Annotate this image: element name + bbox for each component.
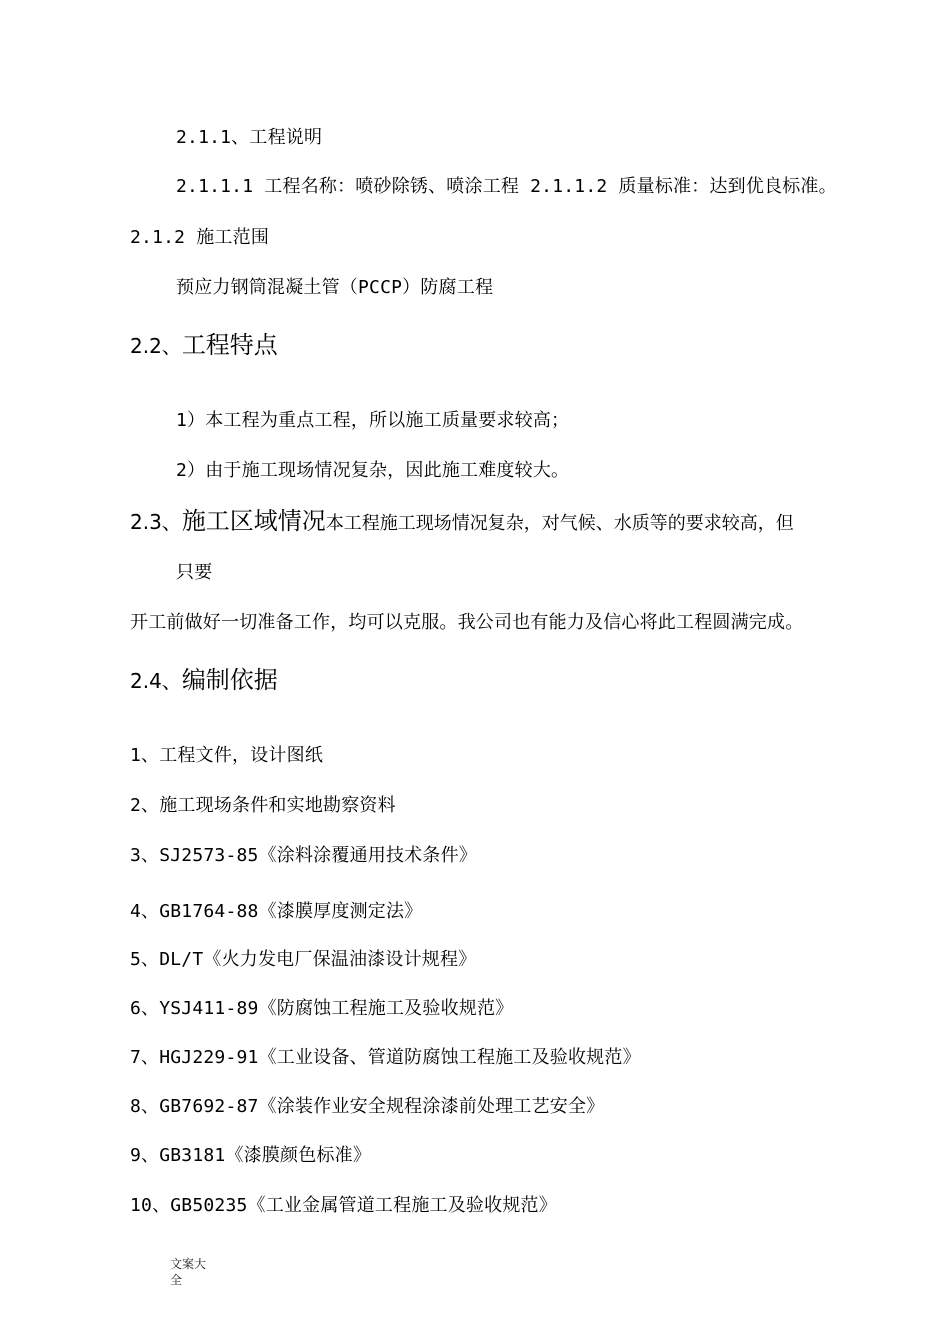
heading-2-3 [130,506,794,539]
scope-line: 预应力钢筒混凝土管（PCCP）防腐工程 [176,277,494,298]
basis-item-3: 3、SJ2573-85《涂料涂覆通用技术条件》 [130,845,477,866]
basis-item-10: 10、GB50235《工业金属管道工程施工及验收规范》 [130,1195,557,1216]
feature-item-1: 1）本工程为重点工程，所以施工质量要求较高； [176,410,570,431]
project-name-quality-line: 2.1.1.1 工程名称：喷砂除锈、喷涂工程 2.1.1.2 质量标准：达到优良标准。 [176,176,837,197]
heading-2-1-1: 2.1.1、工程说明 [176,127,323,148]
site-text-line-2: 只要 [176,562,213,583]
heading-2-4-title: 编制依据 [181,666,278,694]
basis-item-4: 4、GB1764-88《漆膜厚度测定法》 [130,901,423,922]
basis-item-2: 2、施工现场条件和实地勘察资料 [130,795,396,816]
site-text-line-3: 开工前做好一切准备工作，均可以克服。我公司也有能力及信心将此工程圆满完成。 [130,612,804,633]
heading-2-2 [130,330,278,363]
heading-2-2-title: 工程特点 [181,331,278,359]
basis-item-5: 5、DL/T《火力发电厂保温油漆设计规程》 [130,949,477,970]
basis-item-9: 9、GB3181《漆膜颜色标准》 [130,1145,372,1166]
heading-2-2-number: 2.2、 [130,334,182,358]
basis-item-1: 1、工程文件，设计图纸 [130,745,324,766]
heading-2-4 [130,665,278,698]
heading-2-4-number: 2.4、 [130,669,182,693]
heading-2-3-title: 施工区域情况 [181,507,326,535]
heading-2-1-2: 2.1.2 施工范围 [130,227,270,248]
feature-item-2: 2）由于施工现场情况复杂，因此施工难度较大。 [176,460,570,481]
heading-2-3-number: 2.3、 [130,510,182,534]
basis-item-7: 7、HGJ229-91《工业设备、管道防腐蚀工程施工及验收规范》 [130,1047,641,1068]
footer-text: 文案大全 [170,1257,207,1287]
site-text-line-1: 本工程施工现场情况复杂，对气候、水质等的要求较高，但 [325,513,794,534]
basis-item-8: 8、GB7692-87《涂装作业安全规程涂漆前处理工艺安全》 [130,1096,605,1117]
basis-item-6: 6、YSJ411-89《防腐蚀工程施工及验收规范》 [130,998,514,1019]
